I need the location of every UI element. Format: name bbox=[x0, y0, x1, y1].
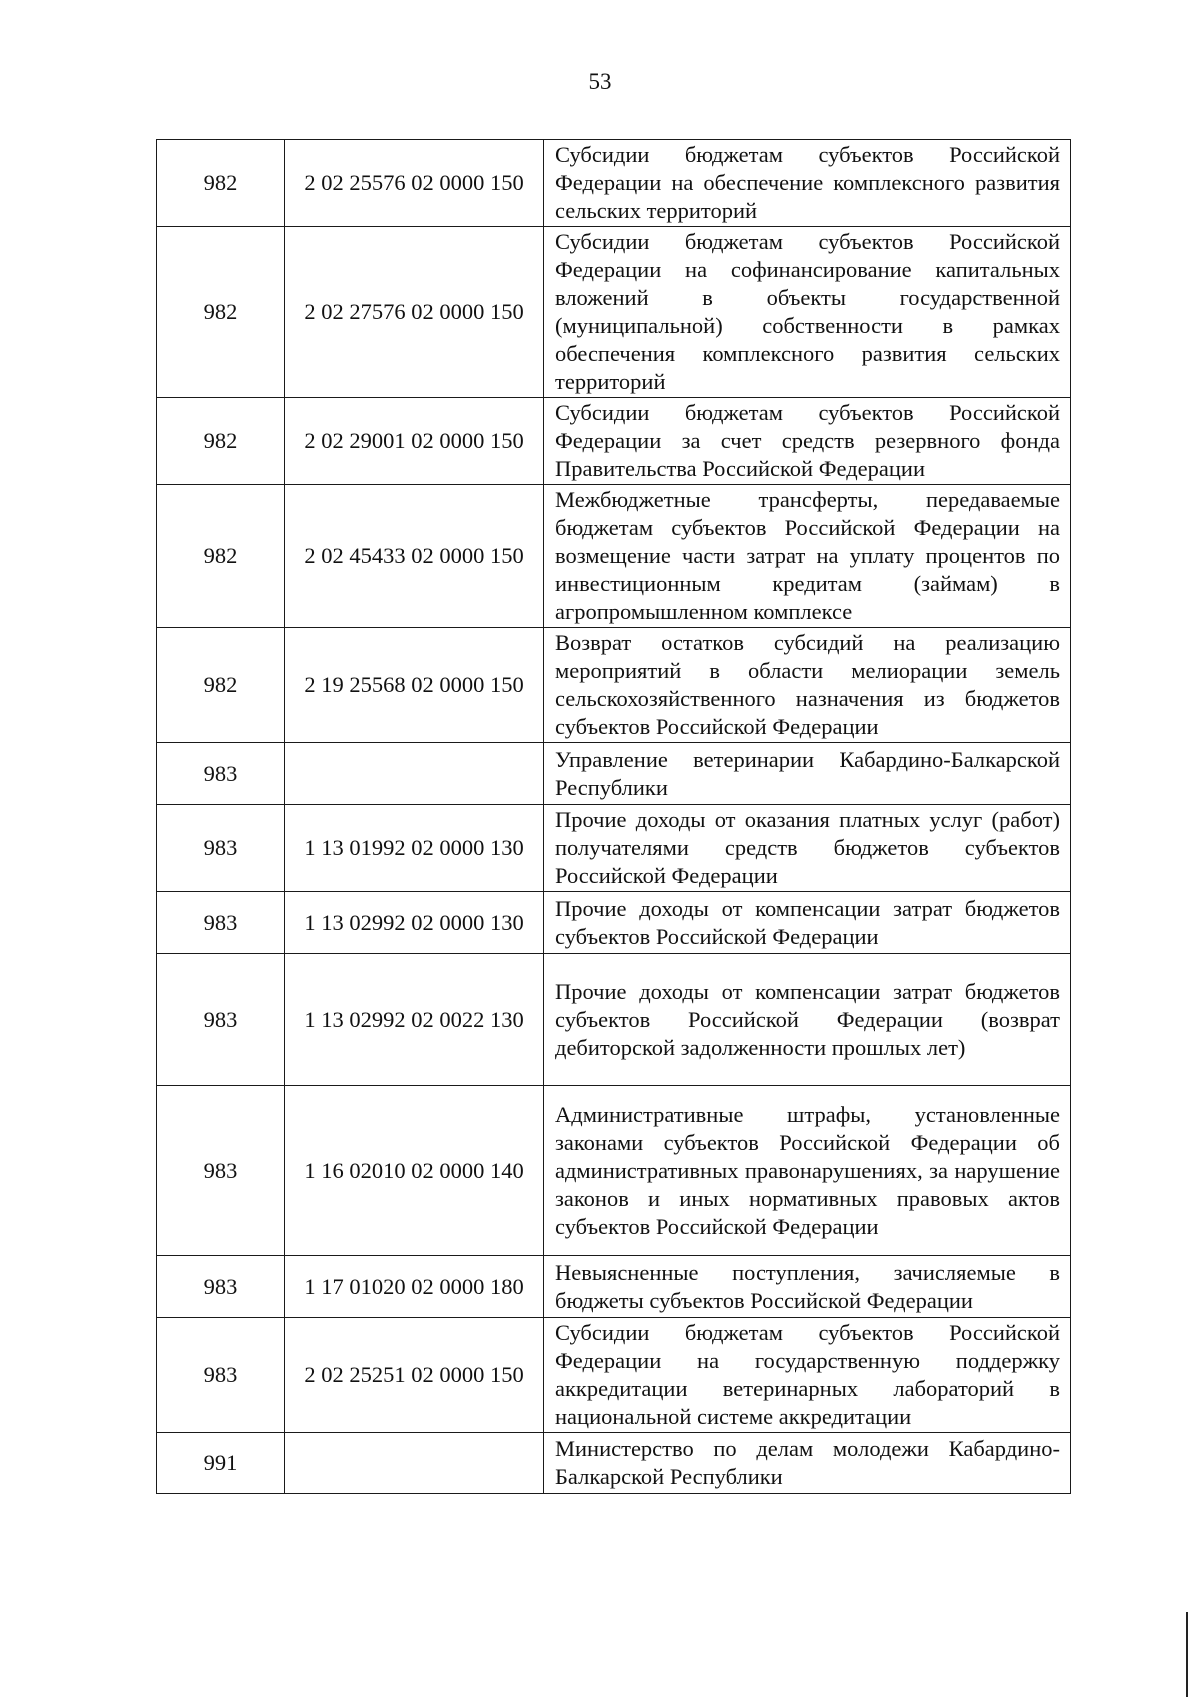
admin-code-cell: 982 bbox=[157, 140, 285, 227]
budget-code-cell: 1 13 02992 02 0022 130 bbox=[285, 954, 544, 1086]
table-row bbox=[157, 628, 1071, 743]
admin-code-cell: 983 bbox=[157, 954, 285, 1086]
budget-code-cell: 2 02 27576 02 0000 150 bbox=[285, 227, 544, 398]
budget-code-cell: 2 02 25576 02 0000 150 bbox=[285, 140, 544, 227]
budget-code-cell: 2 19 25568 02 0000 150 bbox=[285, 628, 544, 743]
table-row bbox=[157, 1086, 1071, 1256]
admin-code-cell: 983 bbox=[157, 892, 285, 954]
admin-code-cell: 982 bbox=[157, 628, 285, 743]
description-text: Прочие доходы от оказания платных услуг (работ) получателями средств бюджетов субъектов Российской Федерации bbox=[555, 807, 1060, 888]
description-cell bbox=[544, 743, 1071, 805]
table-row bbox=[157, 954, 1071, 1086]
description-text: Субсидии бюджетам субъектов Российской Федерации за счет средств резервного фонда Правительства Российской Федерации bbox=[555, 400, 1060, 481]
budget-code-cell: 2 02 29001 02 0000 150 bbox=[285, 398, 544, 485]
budget-code-cell: 1 13 02992 02 0000 130 bbox=[285, 892, 544, 954]
admin-code-cell: 982 bbox=[157, 227, 285, 398]
admin-code-cell: 982 bbox=[157, 398, 285, 485]
description-cell bbox=[544, 1256, 1071, 1318]
description-text: Прочие доходы от компенсации затрат бюджетов субъектов Российской Федерации (возврат дебиторской задолженности прошлых лет) bbox=[555, 978, 1060, 1060]
description-text: Административные штрафы, установленные законами субъектов Российской Федерации об административных правонарушениях, за нарушение законов и иных нормативных правовых актов субъектов Российской Федерации bbox=[555, 1101, 1060, 1239]
budget-code-cell bbox=[285, 743, 544, 805]
budget-code-cell: 2 02 45433 02 0000 150 bbox=[285, 485, 544, 628]
description-cell bbox=[544, 892, 1071, 954]
description-text: Возврат остатков субсидий на реализацию мероприятий в области мелиорации земель сельскохозяйственного назначения из бюджетов субъектов Российской Федерации bbox=[555, 630, 1060, 739]
description-cell bbox=[544, 1318, 1071, 1433]
budget-code-cell: 1 17 01020 02 0000 180 bbox=[285, 1256, 544, 1318]
description-cell bbox=[544, 1086, 1071, 1256]
table-row bbox=[157, 398, 1071, 485]
description-cell bbox=[544, 954, 1071, 1086]
admin-code-cell: 983 bbox=[157, 1318, 285, 1433]
table-row bbox=[157, 1256, 1071, 1318]
budget-code-cell: 1 13 01992 02 0000 130 bbox=[285, 805, 544, 892]
table-row bbox=[157, 227, 1071, 398]
description-cell bbox=[544, 805, 1071, 892]
description-text: Субсидии бюджетам субъектов Российской Федерации на обеспечение комплексного развития сельских территорий bbox=[555, 142, 1060, 223]
table-row bbox=[157, 892, 1071, 954]
admin-code-cell: 991 bbox=[157, 1433, 285, 1494]
description-text: Субсидии бюджетам субъектов Российской Федерации на государственную поддержку аккредитации ветеринарных лабораторий в национальной системе аккредитации bbox=[555, 1320, 1060, 1429]
description-text: Субсидии бюджетам субъектов Российской Федерации на софинансирование капитальных вложений в объекты государственной (муниципальной) собственности в рамках обеспечения комплексного развития сельских территорий bbox=[555, 229, 1060, 394]
admin-code-cell: 982 bbox=[157, 485, 285, 628]
description-cell bbox=[544, 628, 1071, 743]
description-text: Невыясненные поступления, зачисляемые в бюджеты субъектов Российской Федерации bbox=[555, 1259, 1060, 1313]
description-cell bbox=[544, 140, 1071, 227]
description-cell bbox=[544, 1433, 1071, 1494]
admin-code-cell: 983 bbox=[157, 1256, 285, 1318]
budget-code-cell: 2 02 25251 02 0000 150 bbox=[285, 1318, 544, 1433]
budget-code-cell bbox=[285, 1433, 544, 1494]
description-text: Прочие доходы от компенсации затрат бюджетов субъектов Российской Федерации bbox=[555, 895, 1060, 949]
table-row bbox=[157, 805, 1071, 892]
table-row bbox=[157, 140, 1071, 227]
admin-code-cell: 983 bbox=[157, 743, 285, 805]
page-number: 53 bbox=[588, 69, 612, 94]
description-text: Министерство по делам молодежи Кабардино-Балкарской Республики bbox=[555, 1436, 1060, 1489]
table-row bbox=[157, 1318, 1071, 1433]
admin-code-cell: 983 bbox=[157, 1086, 285, 1256]
margin-mark bbox=[1186, 1612, 1188, 1697]
table-row bbox=[157, 1433, 1071, 1494]
description-text: Управление ветеринарии Кабардино-Балкарской Республики bbox=[555, 746, 1060, 800]
description-cell bbox=[544, 485, 1071, 628]
budget-code-cell: 1 16 02010 02 0000 140 bbox=[285, 1086, 544, 1256]
description-cell bbox=[544, 398, 1071, 485]
table-row bbox=[157, 743, 1071, 805]
description-text: Межбюджетные трансферты, передаваемые бюджетам субъектов Российской Федерации на возмещение части затрат на уплату процентов по инвестиционным кредитам (займам) в агропромышленном комплексе bbox=[555, 487, 1060, 624]
table-row bbox=[157, 485, 1071, 628]
budget-classification-table bbox=[156, 139, 1071, 1494]
admin-code-cell: 983 bbox=[157, 805, 285, 892]
description-cell bbox=[544, 227, 1071, 398]
